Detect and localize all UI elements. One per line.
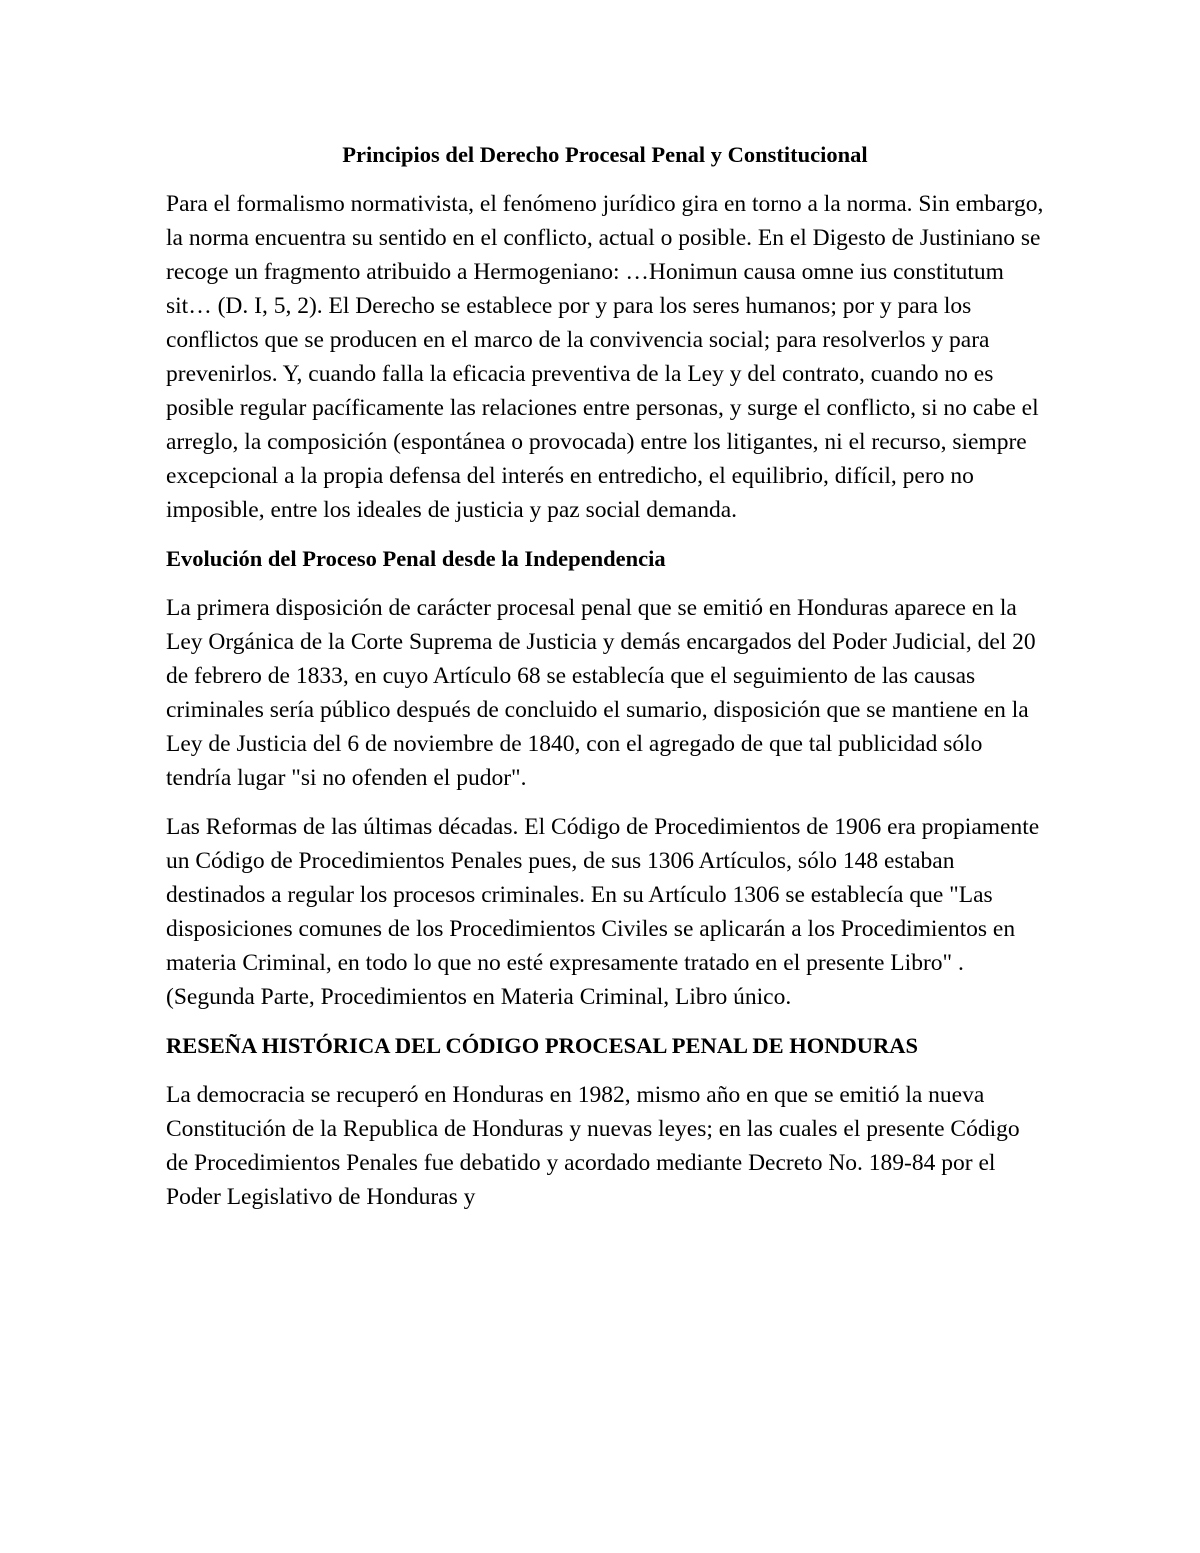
paragraph-formalismo: Para el formalismo normativista, el fenómeno jurídico gira en torno a la norma. Sin embargo, la norma encuentra su sentido en el conflicto, actual o posible. En el Digesto de Justiniano se recoge un fragmento atribuido a Hermogeniano: …Honimun causa omne ius constitutum sit… (D. I, 5, 2). El Derecho se establece por y para los seres humanos; por y para los conflictos que se producen en el marco de la convivencia social; para resolverlos y para prevenirlos. Y, cuando falla la eficacia preventiva de la Ley y del contrato, cuando no es posible regular pacíficamente las relaciones entre personas, y surge el conflicto, si no cabe el arreglo, la composición (espontánea o provocada) entre los litigantes, ni el recurso, siempre excepcional a la propia defensa del interés en entredicho, el equilibrio, difícil, pero no imposible, entre los ideales de justicia y paz social demanda. [166, 191, 1044, 523]
document-title: Principios del Derecho Procesal Penal y Constitucional [342, 142, 868, 167]
paragraph-reformas: Las Reformas de las últimas décadas. El Código de Procedimientos de 1906 era propiamente un Código de Procedimientos Penales pues, de sus 1306 Artículos, sólo 148 estaban destinados a regular los procesos criminales. En su Artículo 1306 se establecía que "Las disposiciones comunes de los Procedimientos Civiles se aplicarán a los Procedimientos en materia Criminal, en todo lo que no esté expresamente tratado en el presente Libro" . (Segunda Parte, Procedimientos en Materia Criminal, Libro único. [166, 814, 1040, 1010]
paragraph-democracia: La democracia se recuperó en Honduras en 1982, mismo año en que se emitió la nueva Constitución de la Republica de Honduras y nuevas leyes; en las cuales el presente Código de Procedimientos Penales fue debatido y acordado mediante Decreto No. 189-84 por el Poder Legislativo de Honduras y [166, 1082, 1020, 1210]
paragraph-primera-disposicion: La primera disposición de carácter procesal penal que se emitió en Honduras aparece en la Ley Orgánica de la Corte Suprema de Justicia y demás encargados del Poder Judicial, del 20 de febrero de 1833, en cuyo Artículo 68 se establecía que el seguimiento de las causas criminales sería público después de concluido el sumario, disposición que se mantiene en la Ley de Justicia del 6 de noviembre de 1840, con el agregado de que tal publicidad sólo tendría lugar "si no ofenden el pudor". [166, 595, 1036, 791]
document-page [166, 138, 1044, 1229]
heading-evolucion: Evolución del Proceso Penal desde la Independencia [166, 546, 666, 571]
heading-resena-historica: RESEÑA HISTÓRICA DEL CÓDIGO PROCESAL PENAL DE HONDURAS [166, 1033, 919, 1058]
